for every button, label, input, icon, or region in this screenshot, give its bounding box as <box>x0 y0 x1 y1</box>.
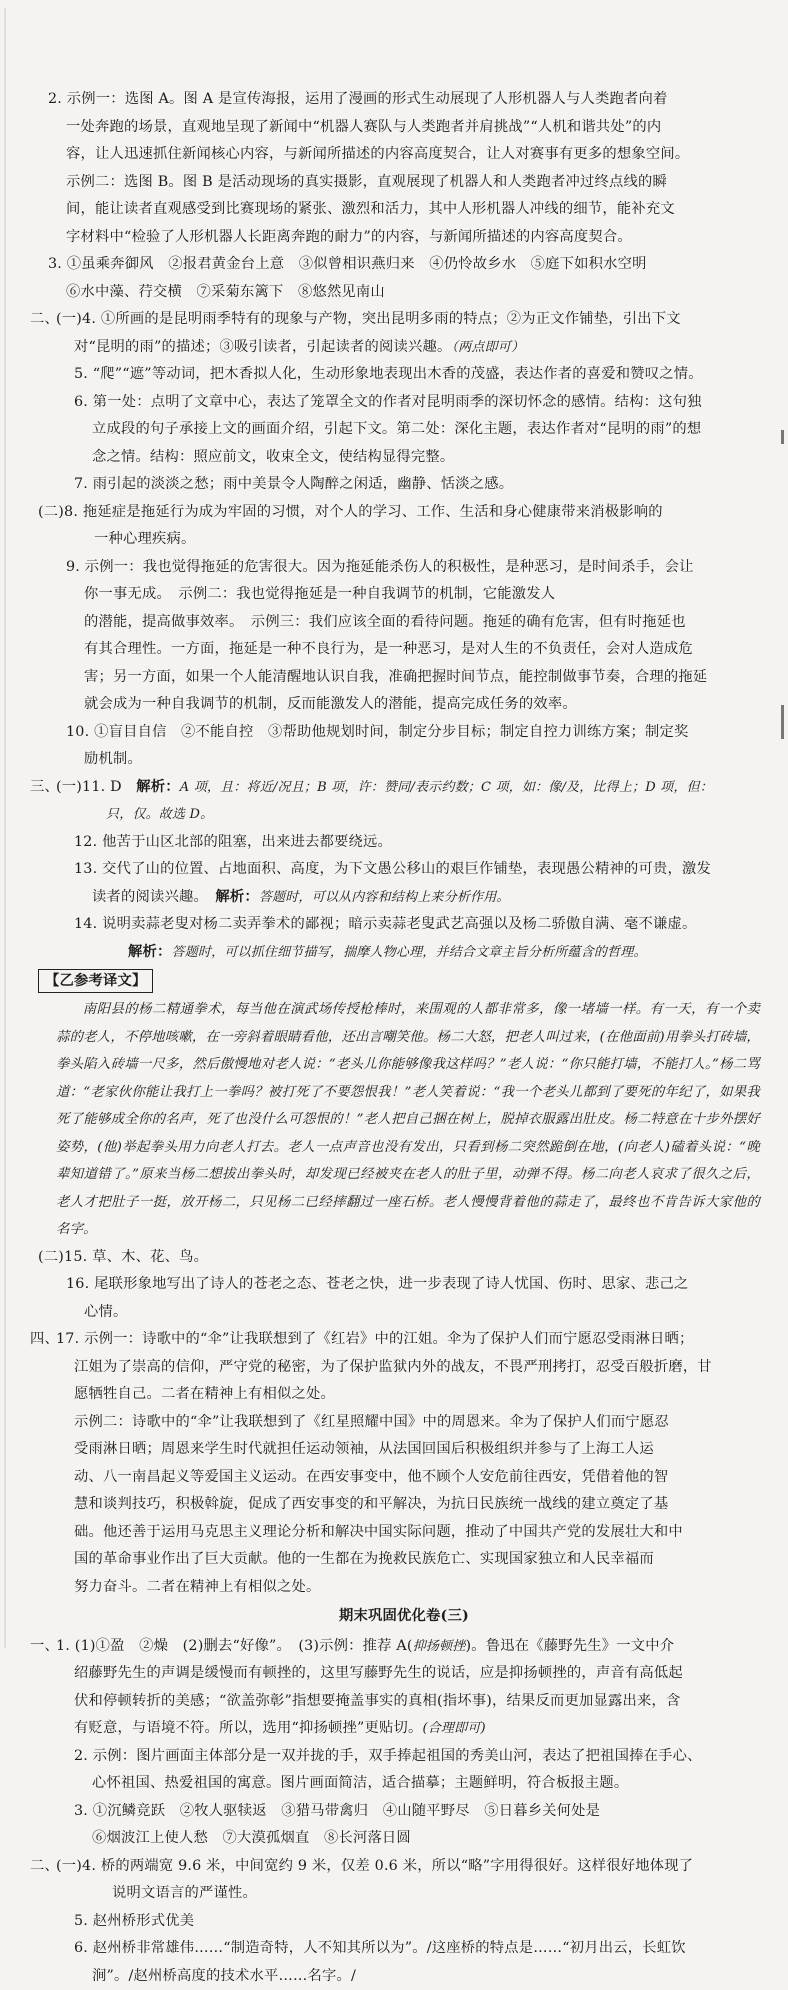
q17-line: 17. 示例一：诗歌中的“伞”让我联想到了《红岩》中的江姐。伞为了保护人们而宁愿忍受雨淋日晒； <box>56 1326 760 1354</box>
binding-bracket <box>4 8 6 1648</box>
translation-text: 南阳县的杨二精通拳术，每当他在演武场传授枪棒时，来围观的人都非常多，像一堵墙一样。有一天，有一个卖蒜的老人，不停地咳嗽，在一旁斜着眼睛看他，还出言嘲笑他。杨二大怒，把老人叫过来，(在他面前)用拳头打砖墙，拳头陷入砖墙一尺多，然后傲慢地对老人说：“老头儿你能够像我这样吗？”老人说：“你只能打墙，不能打人。”杨二骂道：“老家伙你能让我打上一拳吗？被打死了不要怨恨我！”老人笑着说：“我一个老头儿都到了要死的年纪了，如果我死了能够成全你的名声，死了也没什么可怨恨的！”老人把自己捆在树上，脱掉衣服露出肚皮。杨二特意在十步外摆好姿势，(他)举起拳头用力向老人打去。老人一点声音也没有发出，只看到杨二突然跪倒在地，(向老人)磕着头说：“晚辈知道错了。”原来当杨二想拔出拳头时，却发现已经被夹在老人的肚子里，动弹不得。杨二向老人哀求了很久之后，老人才把肚子一挺，放开杨二，只见杨二已经摔翻过一座石桥。老人慢慢背着他的蒜走了，最终也不肯告诉大家他的名字。 <box>38 996 760 1244</box>
q9-line: 你一事无成。 示例二：我也觉得拖延是一种自我调节的机制，它能激发人 <box>38 581 760 609</box>
exam-3-section-2 <box>30 1853 760 1990</box>
q17-line: 慧和谈判技巧，积极斡旋，促成了西安事变的和平解决，为抗日民族统一战线的建立奠定了基 <box>74 1491 760 1519</box>
q4-note: （两点即可） <box>451 340 524 355</box>
e3-q4-line: 说明文语言的严谨性。 <box>112 1880 760 1908</box>
q7-line: 7. 雨引起的淡淡之愁；雨中美景令人陶醉之闲适，幽静、恬淡之感。 <box>74 471 760 499</box>
q8-line: 一种心理疾病。 <box>38 526 760 554</box>
q14-line: 14. 说明卖蒜老叟对杨二卖弄拳术的鄙视；暗示卖蒜老叟武艺高强以及杨二骄傲自满、毫不谦虚。 <box>74 911 760 939</box>
q10-line: 励机制。 <box>38 746 760 774</box>
q15-line: (二)15. 草、木、花、鸟。 <box>38 1244 760 1272</box>
q2-line: 一处奔跑的场景，直观地呈现了新闻中“机器人赛队与人类跑者并肩挑战”“人机和谐共处”的内 <box>48 114 760 142</box>
section-3 <box>30 774 760 967</box>
q2-line: 容，让人迅速抓住新闻核心内容，与新闻所描述的内容高度契合，让人对赛事有更多的想象空间。 <box>48 141 760 169</box>
q10-line: 10. ①盲目自信 ②不能自控 ③帮助他规划时间，制定分步目标；制定自控力训练方案；制定奖 <box>38 719 760 747</box>
e3-q2-line: 心怀祖国、热爱祖国的寓意。图片画面简洁，适合描摹；主题鲜明，符合板报主题。 <box>74 1770 760 1798</box>
q2-line: 2. 示例一：选图 A。图 A 是宣传海报，运用了漫画的形式生动展现了人形机器人与人类跑者向着 <box>48 86 760 114</box>
e3-q2-line: 2. 示例：图片画面主体部分是一双并拢的手，双手捧起祖国的秀美山河，表达了把祖国捧在手心、 <box>74 1743 760 1771</box>
q6-line: 立成段的句子承接上文的画面介绍，引起下文。第二处：深化主题，表达作者对“昆明的雨”的想 <box>74 416 760 444</box>
q16-line: 心情。 <box>38 1299 760 1327</box>
q14-line: 解析：答题时，可以抓住细节描写，揣摩人物心理，并结合文章主旨分析所蕴含的哲理。 <box>128 939 760 967</box>
e3-q3-line: 3. ①沉鳞竞跃 ②牧人驱犊返 ③猎马带禽归 ④山随平野尽 ⑤日暮乡关何处是 <box>74 1798 760 1826</box>
q13-line: 13. 交代了山的位置、占地面积、高度，为下文愚公移山的艰巨作铺垫，表现愚公精神的可贵，激发 <box>74 856 760 884</box>
q9-line: 的潜能，提高做事效率。 示例三：我们应该全面的看待问题。拖延的确有危害，但有时拖延也 <box>38 609 760 637</box>
section-marker: 一、 <box>30 1633 59 1661</box>
q17-line: 江姐为了崇高的信仰，严守党的秘密，为了保护监狱内外的战友，不畏严刑拷打，忍受百般折磨，甘 <box>74 1354 760 1382</box>
translation-block <box>38 966 760 1244</box>
e3-q1-line: 1. (1)①盈 ②燥 (2)删去“好像”。 (3)示例：推荐 A(抑扬顿挫)。鲁迅在《藤野先生》一文中介 <box>56 1633 760 1661</box>
section-2-part-1 <box>30 306 760 499</box>
q2-line: 间，能让读者直观感受到比赛现场的紧张、激烈和活力，其中人形机器人冲线的细节，能补充文 <box>48 196 760 224</box>
section-4 <box>30 1326 760 1601</box>
q9-line: 9. 示例一：我也觉得拖延的危害很大。因为拖延能杀伤人的积极性，是种恶习，是时间杀手，会让 <box>38 554 760 582</box>
q2-line: 字材料中“检验了人形机器人长距离奔跑的耐力”的内容，与新闻所描述的内容高度契合。 <box>48 224 760 252</box>
e3-q6-line: 涧”。/赵州桥高度的技术水平……名字。/ <box>74 1963 760 1990</box>
q9-line: 害；另一方面，如果一个人能清醒地认识自我，准确把握时间节点，能控制做事节奏，合理的拖延 <box>38 664 760 692</box>
e3-q3-line: ⑥烟波江上使人愁 ⑦大漠孤烟直 ⑧长河落日圆 <box>74 1825 760 1853</box>
section-marker: 二、 <box>30 1853 59 1881</box>
q9-line: 就会成为一种自我调节的机制，反而能激发人的潜能，提高完成任务的效率。 <box>38 691 760 719</box>
q8-line: (二)8. 拖延症是拖延行为成为牢固的习惯，对个人的学习、工作、生活和身心健康带来消极影响的 <box>38 499 760 527</box>
e3-q6-line: 6. 赵州桥非常雄伟……“制造奇特，人不知其所以为”。/这座桥的特点是……“初月出云，长虹饮 <box>74 1935 760 1963</box>
exam-3-title: 期末巩固优化卷(三) <box>48 1603 760 1631</box>
section-marker: 二、 <box>30 306 59 334</box>
q17-line: 国的革命事业作出了巨大贡献。他的一生都在为挽救民族危亡、实现国家独立和人民幸福而 <box>74 1546 760 1574</box>
q3-line: 3. ①虽乘奔御风 ②报君黄金台上意 ③似曾相识燕归来 ④仍怜故乡水 ⑤庭下如积水空明 <box>48 251 760 279</box>
q2-block <box>48 86 760 251</box>
e3-q5-line: 5. 赵州桥形式优美 <box>74 1908 760 1936</box>
exam-3-section-1 <box>30 1633 760 1853</box>
e3-q1-line: 伏和停顿转折的美感；“欲盖弥彰”指想要掩盖事实的真相(指坏事)，结果反而更加显露出来，含 <box>56 1688 760 1716</box>
q6-line: 念之情。结构：照应前文，收束全文，使结构显得完整。 <box>74 444 760 472</box>
q17-line: 受雨淋日晒；周恩来学生时代就担任运动领袖，从法国回国后积极组织并参与了上海工人运 <box>74 1436 760 1464</box>
q4-line: (一)4. ①所画的是昆明雨季特有的现象与产物，突出昆明多雨的特点；②为正文作铺垫，引出下文 <box>56 306 760 334</box>
q12-line: 12. 他苦于山区北部的阻塞，出来进去都要绕远。 <box>74 829 760 857</box>
section-3-part-2 <box>38 1244 760 1327</box>
e3-q1-line: 绍藤野先生的声调是缓慢而有顿挫的，这里写藤野先生的说话，应是抑扬顿挫的，声音有高低起 <box>56 1660 760 1688</box>
scan-edge-mark <box>781 430 784 444</box>
q2-line: 示例二：选图 B。图 B 是活动现场的真实摄影，直观展现了机器人和人类跑者冲过终点线的瞬 <box>48 169 760 197</box>
e3-q1-line: 有贬意，与语境不符。所以，选用“抑扬顿挫”更贴切。(合理即可) <box>56 1715 760 1743</box>
q17-line: 努力奋斗。二者在精神上有相似之处。 <box>74 1574 760 1602</box>
q3-line: ⑥水中藻、荇交横 ⑦采菊东篱下 ⑧悠然见南山 <box>48 279 760 307</box>
section-2-part-2 <box>38 499 760 774</box>
q13-line: 读者的阅读兴趣。 解析：答题时，可以从内容和结构上来分析作用。 <box>74 884 760 912</box>
q17-line: 础。他还善于运用马克思主义理论分析和解决中国实际问题，推动了中国共产党的发展壮大和中 <box>74 1519 760 1547</box>
translation-title: 【乙参考译文】 <box>38 969 153 993</box>
q11-line: 只，仅。故选 D。 <box>106 801 760 829</box>
q3-block <box>48 251 760 306</box>
e3-q4-line: (一)4. 桥的两端宽 9.6 米，中间宽约 9 米，仅差 0.6 米，所以“略”字用得很好。这样很好地体现了 <box>56 1853 760 1881</box>
q6-line: 6. 第一处：点明了文章中心，表达了笼罩全文的作者对昆明雨季的深切怀念的感情。结构：这句独 <box>74 389 760 417</box>
q11-line: (一)11. D 解析：A 项，且：将近/况且；B 项，许：赞同/表示约数；C 项，如：像/及，比得上；D 项，但： <box>56 774 760 802</box>
section-marker: 四、 <box>30 1326 59 1354</box>
q17-line: 示例二：诗歌中的“伞”让我联想到了《红星照耀中国》中的周恩来。伞为了保护人们而宁愿忍 <box>74 1409 760 1437</box>
q16-line: 16. 尾联形象地写出了诗人的苍老之态、苍老之快，进一步表现了诗人忧国、伤时、思家、悲己之 <box>38 1271 760 1299</box>
section-marker: 三、 <box>30 774 59 802</box>
scan-edge-mark <box>781 705 784 739</box>
q9-line: 有其合理性。一方面，拖延是一种不良行为，是一种恶习，是对人生的不负责任，会对人造成危 <box>38 636 760 664</box>
q4-line: 对“昆明的雨”的描述；③吸引读者，引起读者的阅读兴趣。（两点即可） <box>56 334 760 362</box>
q5-line: 5. “爬”“遮”等动词，把木香拟人化，生动形象地表现出木香的茂盛，表达作者的喜爱和赞叹之情。 <box>74 361 760 389</box>
q17-line: 愿牺牲自己。二者在精神上有相似之处。 <box>74 1381 760 1409</box>
q17-line: 动、八一南昌起义等爱国主义运动。在西安事变中，他不顾个人安危前往西安，凭借着他的智 <box>74 1464 760 1492</box>
